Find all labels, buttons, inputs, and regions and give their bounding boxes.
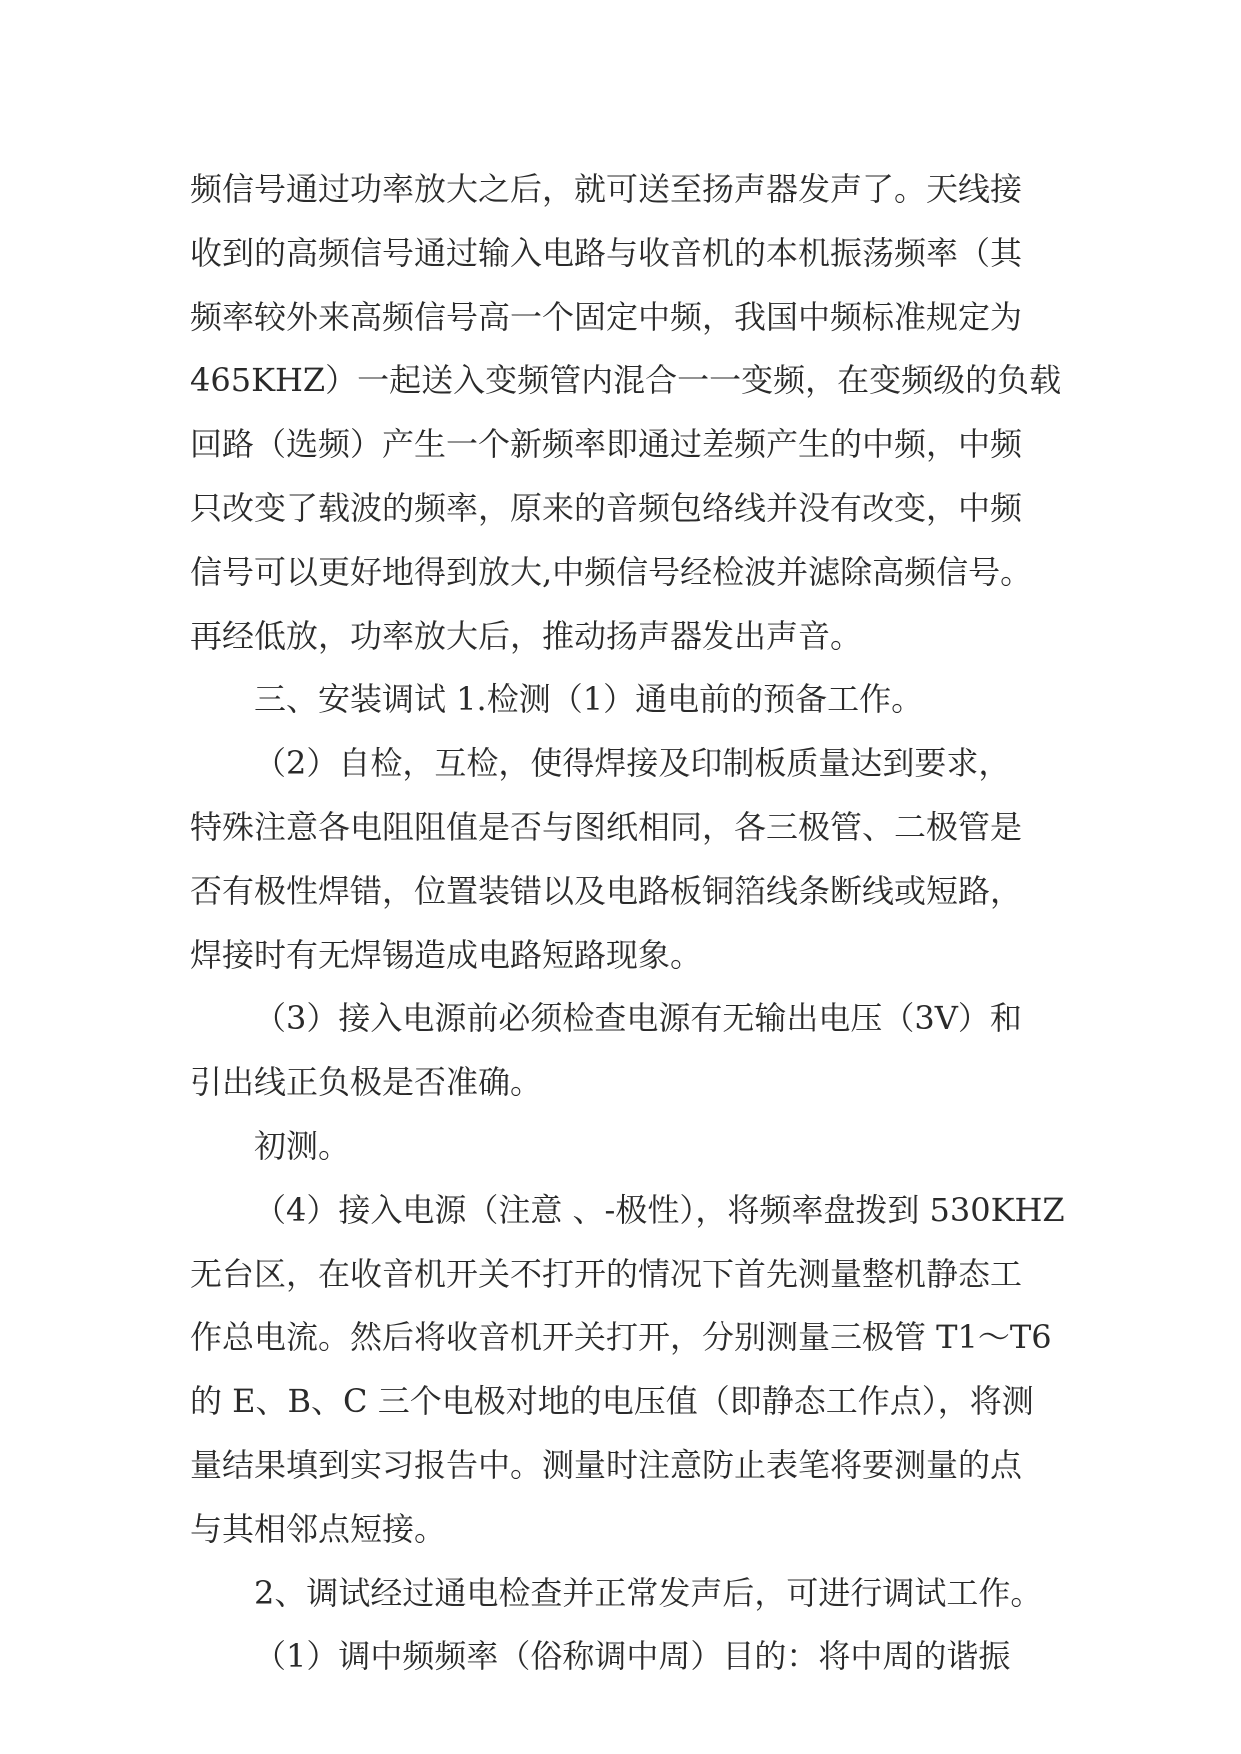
text-line: 信号可以更好地得到放大,中频信号经检波并滤除高频信号。: [190, 552, 1033, 591]
text-line: （1）调中频频率（俗称调中周）目的：将中周的谐振: [254, 1637, 1011, 1676]
text-line: 三、安装调试 1.检测（1）通电前的预备工作。: [254, 680, 924, 719]
text-line: 焊接时有无焊锡造成电路短路现象。: [190, 935, 703, 974]
text-line: （4）接入电源（注意 、-极性），将频率盘拨到 530KHZ: [254, 1190, 1065, 1229]
text-line: 无台区，在收音机开关不打开的情况下首先测量整机静态工: [190, 1254, 1023, 1293]
text-line: （2）自检，互检，使得焊接及印制板质量达到要求，: [254, 744, 1011, 783]
text-line: 2、调试经过通电检查并正常发声后，可进行调试工作。: [254, 1573, 1043, 1612]
text-line: 作总电流。然后将收音机开关打开，分别测量三极管 T1～T6: [190, 1318, 1052, 1357]
text-line: 量结果填到实习报告中。测量时注意防止表笔将要测量的点: [190, 1445, 1023, 1484]
text-line: 否有极性焊错，位置装错以及电路板铜箔线条断线或短路，: [190, 871, 1023, 910]
text-line: 频率较外来高频信号高一个固定中频，我国中频标准规定为: [190, 297, 1023, 336]
text-line: 只改变了载波的频率，原来的音频包络线并没有改变，中频: [190, 488, 1023, 527]
text-line: 收到的高频信号通过输入电路与收音机的本机振荡频率（其: [190, 233, 1023, 272]
body-text: [190, 158, 1070, 1689]
text-line: 回路（选频）产生一个新频率即通过差频产生的中频，中频: [190, 425, 1023, 464]
text-line: 的 E、B、C 三个电极对地的电压值（即静态工作点），将测: [190, 1382, 1034, 1421]
text-line: 465KHZ）一起送入变频管内混合一一变频，在变频级的负载: [190, 361, 1062, 400]
text-line: 再经低放，功率放大后，推动扬声器发出声音。: [190, 616, 863, 655]
text-line: 特殊注意各电阻阻值是否与图纸相同，各三极管、二极管是: [190, 807, 1023, 846]
text-line: 初测。: [254, 1126, 351, 1165]
text-line: 频信号通过功率放大之后，就可送至扬声器发声了。天线接: [190, 170, 1023, 208]
text-line: 与其相邻点短接。: [190, 1509, 447, 1548]
text-line: 引出线正负极是否准确。: [190, 1063, 543, 1102]
text-line: （3）接入电源前必须检查电源有无输出电压（3V）和: [254, 999, 1022, 1038]
